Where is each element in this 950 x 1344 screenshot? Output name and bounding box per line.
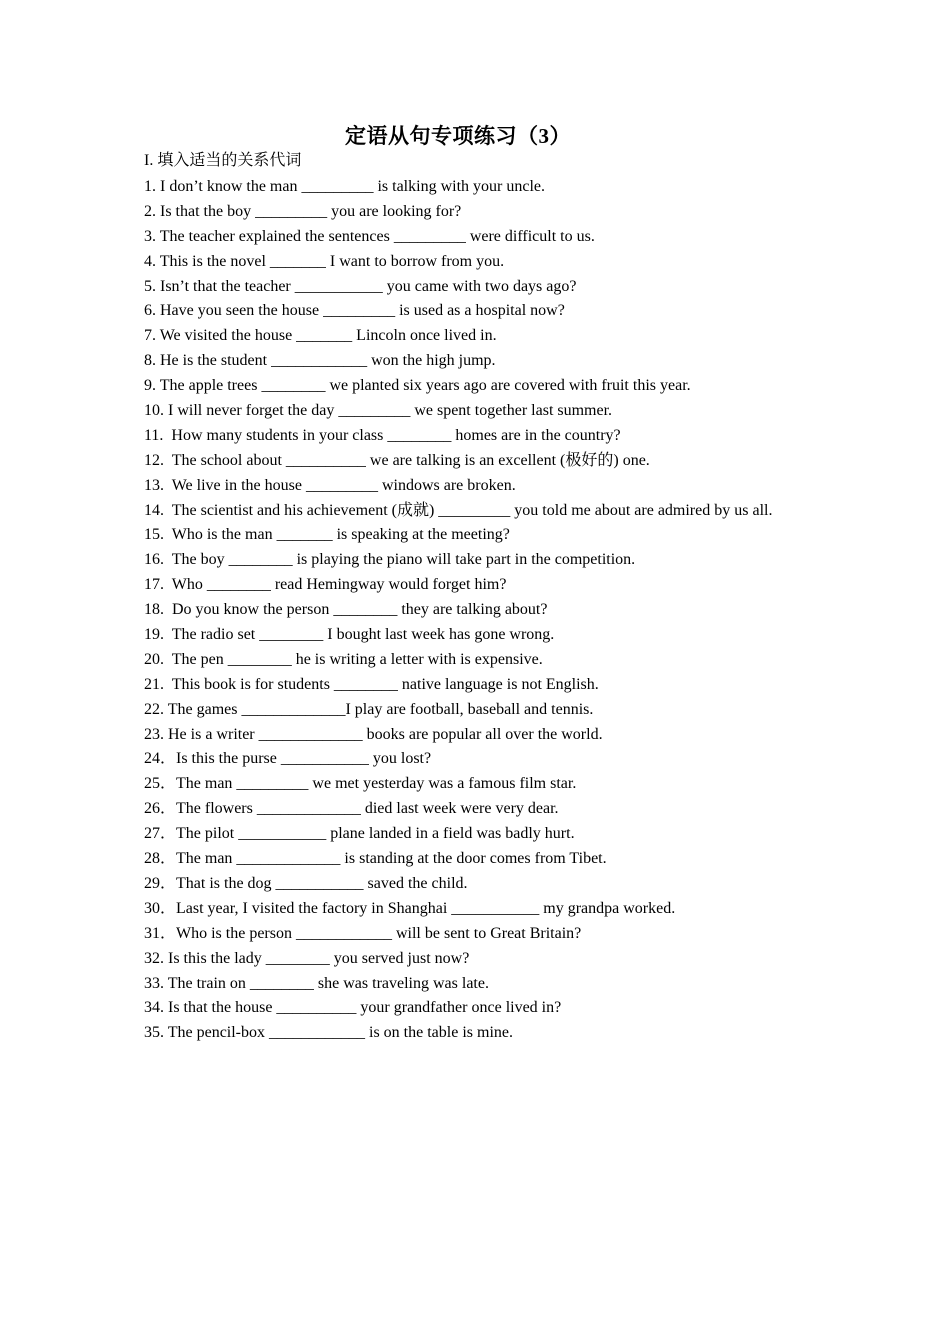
question-item: 22. The games _____________I play are football, baseball and tennis. [144,700,594,718]
question-item: 12. The school about __________ we are talking is an excellent (极好的) one. [144,451,650,469]
question-item: 24．Is this the purse ___________ you lost? [144,750,432,768]
question-item: 21. This book is for students ________ native language is not English. [144,675,599,693]
question-item: 30．Last year, I visited the factory in Shanghai ___________ my grandpa worked. [144,899,676,917]
question-item: 34. Is that the house __________ your grandfather once lived in? [144,999,562,1017]
question-item: 7. We visited the house _______ Lincoln once lived in. [144,327,497,345]
question-item: 11. How many students in your class ________ homes are in the country? [144,426,621,444]
question-item: 28．The man _____________ is standing at the door comes from Tibet. [144,850,607,868]
question-item: 33. The train on ________ she was traveling was late. [144,974,489,992]
question-item: 19. The radio set ________ I bought last week has gone wrong. [144,626,555,644]
question-item: 17. Who ________ read Hemingway would forget him? [144,576,507,594]
question-item: 3. The teacher explained the sentences _________ were difficult to us. [144,227,595,245]
question-item: 9. The apple trees ________ we planted six years ago are covered with fruit this year. [144,377,691,395]
question-item: 10. I will never forget the day _________ we spent together last summer. [144,402,613,420]
question-item: 15. Who is the man _______ is speaking at the meeting? [144,526,510,544]
question-item: 25．The man _________ we met yesterday was a famous film star. [144,775,577,793]
question-item: 5. Isn’t that the teacher ___________ you came with two days ago? [144,277,577,295]
question-item: 26．The flowers _____________ died last week were very dear. [144,800,559,818]
question-item: 31．Who is the person ____________ will be sent to Great Britain? [144,924,582,942]
question-item: 23. He is a writer _____________ books are popular all over the world. [144,725,603,743]
question-item: 14. The scientist and his achievement (成就) _________ you told me about are admired by us all. [144,501,773,519]
question-item: 8. He is the student ____________ won the high jump. [144,352,496,370]
document-title: 定语从句专项练习（3） [345,124,571,148]
question-item: 27．The pilot ___________ plane landed in a field was badly hurt. [144,825,575,843]
question-item: 29．That is the dog ___________ saved the child. [144,874,468,892]
section-heading: I. 填入适当的关系代词 [144,152,302,169]
question-item: 20. The pen ________ he is writing a letter with is expensive. [144,650,543,668]
question-item: 13. We live in the house _________ windows are broken. [144,476,516,494]
question-item: 2. Is that the boy _________ you are looking for? [144,202,462,220]
question-item: 4. This is the novel _______ I want to borrow from you. [144,252,505,270]
question-item: 16. The boy ________ is playing the piano will take part in the competition. [144,551,636,569]
question-item: 35. The pencil-box ____________ is on the table is mine. [144,1024,513,1042]
question-item: 1. I don’t know the man _________ is talking with your uncle. [144,178,545,195]
question-list [144,175,834,1046]
question-item: 18. Do you know the person ________ they are talking about? [144,601,548,619]
question-item: 32. Is this the lady ________ you served just now? [144,949,470,967]
question-item: 6. Have you seen the house _________ is used as a hospital now? [144,302,565,320]
